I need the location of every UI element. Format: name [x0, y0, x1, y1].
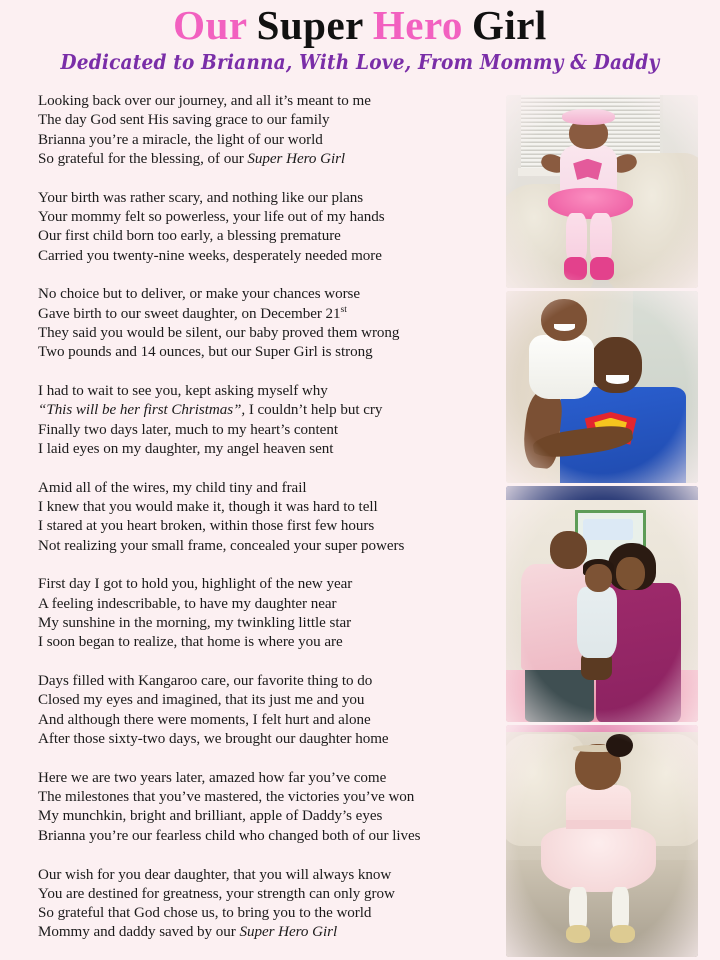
poem-line: Brianna you’re our fearless child who changed both of our lives	[38, 827, 421, 844]
photo-frame	[506, 95, 698, 288]
poem-line: After those sixty-two days, we brought our daughter home	[38, 731, 389, 748]
poem-line: A feeling indescribable, to have my daughter near	[38, 595, 337, 612]
poem-line: My sunshine in the morning, my twinkling little star	[38, 615, 352, 632]
poem-column	[38, 92, 498, 960]
poem-line-emphasis: Super Hero Girl	[247, 150, 346, 167]
hair-puff	[606, 734, 633, 757]
dad-head	[550, 531, 586, 569]
poem-line: My munchkin, bright and brilliant, apple of Daddy’s eyes	[38, 808, 383, 825]
poem-line	[38, 923, 498, 942]
title-word-hero: Hero	[372, 2, 463, 48]
dress-sash	[566, 820, 631, 829]
pink-tutu	[548, 188, 632, 219]
toddler-shoe-left	[566, 925, 591, 944]
baby-white-dress	[577, 587, 617, 658]
poem-line: Amid all of the wires, my child tiny and frail	[38, 479, 307, 496]
poem-line: So grateful that God chose us, to bring you to the world	[38, 905, 372, 922]
baby-head	[585, 564, 612, 592]
poem-line: Looking back over our journey, and all it’s meant to me	[38, 93, 371, 109]
poem-line: Finally two days later, much to my heart’s content	[38, 421, 338, 438]
title-word-super: Super	[256, 2, 364, 48]
poem-line: Your birth was rather scary, and nothing like our plans	[38, 189, 364, 206]
pink-headband-bow	[562, 109, 616, 124]
poem-line: And although there were moments, I felt hurt and alone	[38, 711, 371, 728]
dad-head	[590, 337, 642, 393]
poem-line-quote: “This will be her first Christmas”,	[38, 402, 246, 419]
poem-content	[0, 92, 720, 960]
toddler-shoe-right	[610, 925, 635, 944]
poem-line: They said you would be silent, our baby proved them wrong	[38, 324, 400, 341]
dress-bodice	[566, 785, 631, 824]
poem-line-text: Gave birth to our sweet daughter, on December 21	[38, 305, 341, 322]
photo-toddler-pink-dress	[506, 725, 698, 957]
poem-line: I soon began to realize, that home is where you are	[38, 634, 343, 651]
toddler-white-onesie	[529, 335, 594, 398]
poem-line: Our wish for you dear daughter, that you will always know	[38, 866, 392, 883]
poem-line: Carried you twenty-nine weeks, desperately needed more	[38, 247, 382, 264]
poem-line: Here we are two years later, amazed how far you’ve come	[38, 769, 387, 786]
poem-line: I laid eyes on my daughter, my angel heaven sent	[38, 440, 334, 457]
stanza-8	[38, 769, 498, 846]
stanza-7	[38, 672, 498, 749]
dad-smile	[606, 375, 629, 384]
baby-leg-right	[590, 213, 611, 263]
poem-line: Days filled with Kangaroo care, our favorite thing to do	[38, 673, 373, 690]
poem-line: No choice but to deliver, or make your chances worse	[38, 286, 361, 303]
poem-line	[38, 401, 498, 420]
poem-line-text: Mommy and daddy saved by our	[38, 924, 240, 941]
dress-skirt	[541, 827, 656, 892]
poem-line: Not realizing your small frame, concealed your super powers	[38, 537, 405, 554]
poem-line	[38, 305, 498, 324]
photo-column	[500, 92, 710, 960]
photo-frame	[506, 725, 698, 957]
toddler-head	[541, 299, 587, 341]
poem-line-text: I couldn’t help but cry	[245, 402, 383, 419]
baby-boot-left	[564, 257, 587, 280]
poem-line-emphasis: Super Hero Girl	[239, 924, 338, 941]
poem-line: Our first child born too early, a blessing premature	[38, 228, 341, 245]
poem-line: First day I got to hold you, highlight of the new year	[38, 576, 353, 593]
stanza-4	[38, 382, 498, 459]
stanza-2	[38, 189, 498, 266]
page-title	[0, 0, 720, 49]
stanza-9	[38, 866, 498, 943]
stanza-6	[38, 575, 498, 652]
top-color-strip	[506, 725, 698, 732]
poem-line: Closed my eyes and imagined, that its just me and you	[38, 692, 365, 709]
title-word-our: Our	[173, 2, 248, 48]
poem-line: Your mommy felt so powerless, your life out of my hands	[38, 208, 385, 225]
photo-dad-superman-shirt	[506, 291, 698, 483]
stanza-5	[38, 479, 498, 556]
title-word-girl: Girl	[471, 2, 547, 48]
poem-line: You are destined for greatness, your strength can only grow	[38, 885, 395, 902]
background-banner	[583, 519, 633, 540]
poem-line: The milestones that you’ve mastered, the victories you’ve won	[38, 789, 415, 806]
poem-line: The day God sent His saving grace to our family	[38, 112, 330, 129]
poem-line: Two pounds and 14 ounces, but our Super Girl is strong	[38, 344, 373, 361]
poem-line: I stared at you heart broken, within those first few hours	[38, 518, 375, 535]
poem-line	[38, 150, 498, 169]
ceiling-band	[506, 486, 698, 500]
stanza-3	[38, 285, 498, 362]
mom-face	[616, 557, 645, 590]
baby-boot-right	[590, 257, 613, 280]
poem-line: I knew that you would make it, though it was hard to tell	[38, 499, 378, 516]
photo-baby-supergirl-outfit	[506, 95, 698, 288]
poem-line: Brianna you’re a miracle, the light of our world	[38, 131, 323, 148]
poem-line: I had to wait to see you, kept asking myself why	[38, 383, 328, 400]
baby-leg-left	[566, 213, 587, 263]
dedication-subtitle: Dedicated to Brianna, With Love, From Mommy & Daddy	[60, 51, 660, 75]
poem-line-text: So grateful for the blessing, of our	[38, 150, 248, 167]
ordinal-suffix: st	[340, 303, 347, 315]
stanza-1	[38, 92, 498, 169]
photo-frame	[506, 486, 698, 722]
photo-family-portrait	[506, 486, 698, 722]
photo-frame	[506, 291, 698, 483]
